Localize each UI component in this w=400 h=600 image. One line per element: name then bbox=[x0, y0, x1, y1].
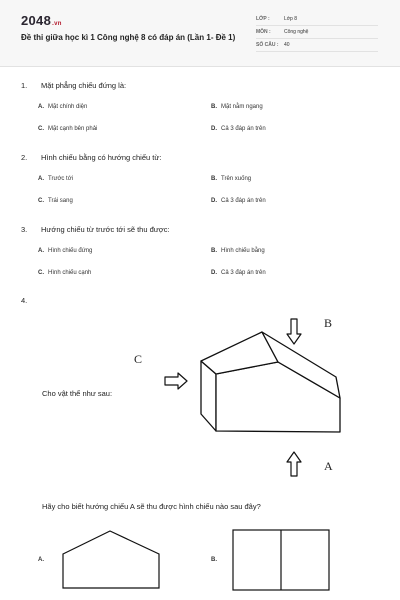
label-a: A bbox=[324, 459, 333, 473]
option-text: Cả 3 đáp án trên bbox=[221, 270, 266, 276]
option-text: Cả 3 đáp án trên bbox=[221, 198, 266, 204]
option-text: Mặt chính diện bbox=[48, 104, 88, 110]
object-caption: Cho vật thể như sau: bbox=[42, 389, 113, 398]
option-text: Cả 3 đáp án trên bbox=[221, 126, 266, 132]
option-letter: C. bbox=[38, 126, 44, 132]
option-letter: A. bbox=[38, 104, 44, 110]
label-c: C bbox=[134, 352, 143, 366]
question-4-prompt: Hãy cho biết hướng chiếu A sẽ thu được hình chiếu nào sau đây? bbox=[42, 502, 261, 511]
question-text: Hướng chiếu từ trước tới sẽ thu được: bbox=[41, 225, 170, 234]
object-figure bbox=[201, 332, 340, 432]
option-letter: D. bbox=[211, 270, 217, 276]
option-text: Trên xuống bbox=[221, 176, 252, 182]
option-letter: B. bbox=[211, 248, 217, 254]
question-number: 1. bbox=[21, 81, 28, 90]
answer-a-label[interactable]: A. bbox=[38, 557, 44, 563]
label-b: B bbox=[324, 316, 333, 330]
option-letter: A. bbox=[38, 176, 44, 182]
option-text: Mặt nằm ngang bbox=[221, 104, 263, 110]
option-text: Mặt cạnh bên phải bbox=[48, 126, 98, 132]
arrow-b-icon bbox=[287, 319, 301, 344]
meta-value: 40 bbox=[284, 42, 290, 48]
question-number: 2. bbox=[21, 153, 28, 162]
option-letter: B. bbox=[211, 104, 217, 110]
meta-key: MÔN : bbox=[256, 29, 271, 35]
exam-title: Đề thi giữa học kì 1 Công nghệ 8 có đáp án (Lần 1- Đề 1) bbox=[21, 33, 236, 42]
question-number: 3. bbox=[21, 225, 28, 234]
meta-value: Công nghệ bbox=[284, 29, 309, 35]
option-letter: D. bbox=[211, 198, 217, 204]
option-text: Hình chiếu cạnh bbox=[48, 270, 92, 276]
meta-value: Lớp 8 bbox=[284, 16, 298, 22]
question-text: Mặt phẳng chiếu đứng là: bbox=[41, 81, 127, 90]
arrow-c-icon bbox=[165, 373, 187, 389]
option-letter: B. bbox=[211, 176, 217, 182]
arrow-a-icon bbox=[287, 452, 301, 476]
option-letter: D. bbox=[211, 126, 217, 132]
logo-text: 2048 bbox=[21, 13, 52, 28]
logo-tld: .vn bbox=[52, 21, 62, 27]
option-letter: A. bbox=[38, 248, 44, 254]
answer-b-label[interactable]: B. bbox=[211, 557, 217, 563]
option-letter: C. bbox=[38, 270, 44, 276]
answer-b-drawing bbox=[233, 530, 329, 590]
meta-key: LỚP : bbox=[256, 16, 270, 22]
question-number: 4. bbox=[21, 296, 28, 305]
option-text: Trước tới bbox=[48, 176, 73, 182]
answer-a-drawing bbox=[63, 531, 159, 588]
question-text: Hình chiếu bằng có hướng chiếu từ: bbox=[41, 153, 162, 162]
option-text: Hình chiếu đứng bbox=[48, 248, 93, 254]
option-text: Hình chiếu bằng bbox=[221, 248, 265, 254]
option-text: Trái sang bbox=[48, 198, 73, 204]
option-letter: C. bbox=[38, 198, 44, 204]
meta-key: SỐ CÂU : bbox=[256, 42, 279, 48]
